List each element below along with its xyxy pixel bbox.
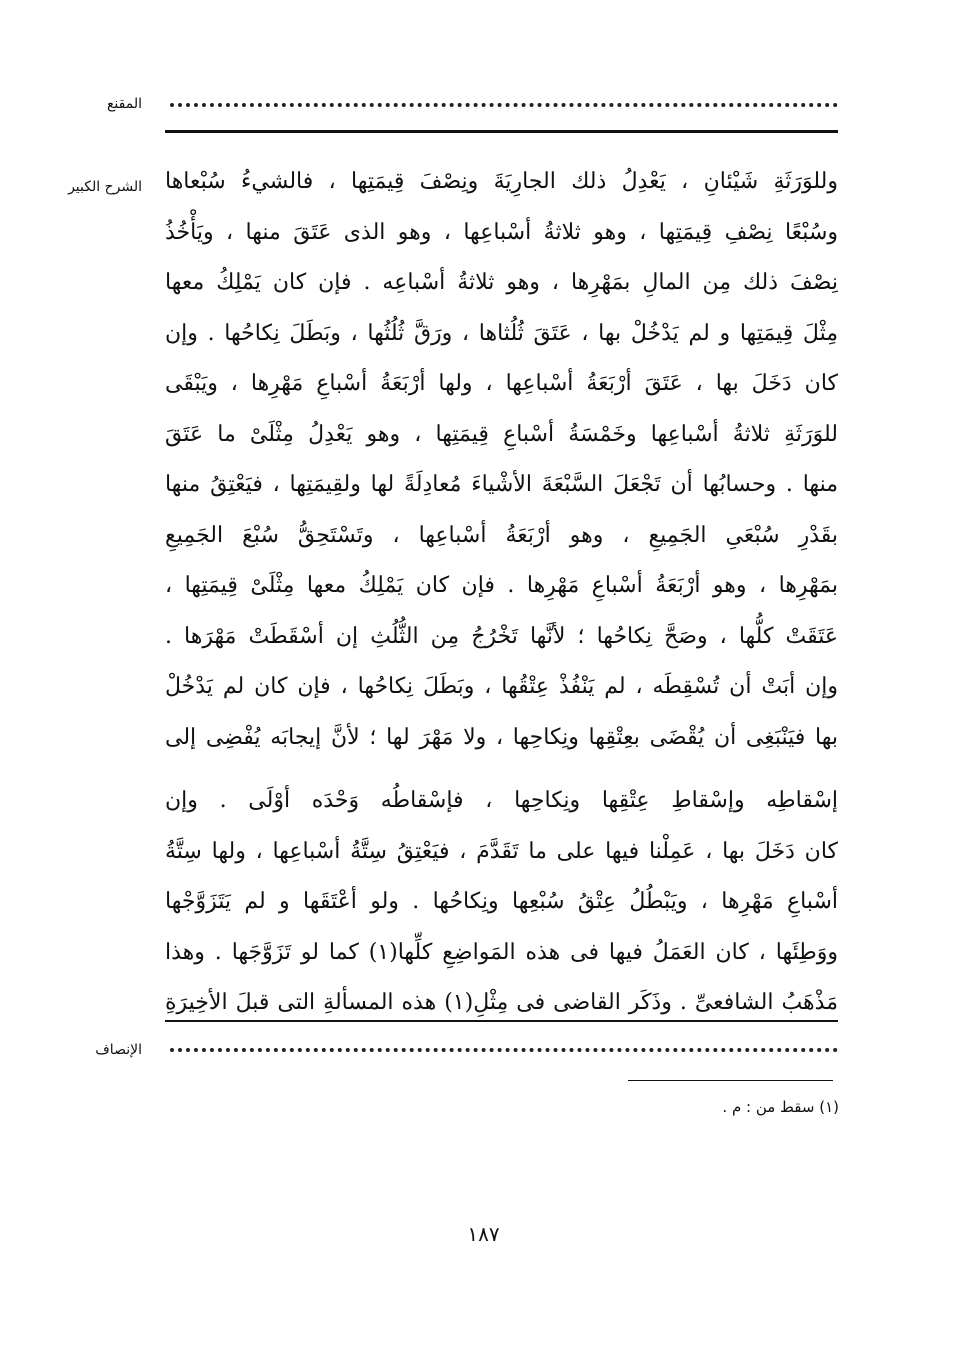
text-line: نِصْفَ ذلك مِن المالِ بمَهْرِها ، وهو ثلاثةُ أسْباعِه . فإن كان يَمْلِكُ معها xyxy=(165,270,838,295)
text-line: ووَطِئَها ، كان العَمَلُ فيها فى هذه المَواضِعِ كلِّها(١) كما لو تَزَوَّجَها . وهذا xyxy=(165,939,838,965)
text-line: وسُبْعًا نِصْفِ قِيمَتِها ، وهو ثلاثةُ أسْباعِها ، وهو الذى عَتَقَ منها ، ويَأْخُذُ xyxy=(165,219,838,245)
text-line: بقَدْرِ سُبْعَىِ الجَمِيعِ ، وهو أرْبَعَةُ أسْباعِها ، وتَسْتَحِقُّ سُبْعَ الجَمِيعِ xyxy=(165,522,838,548)
text-line: كان دَخَلَ بها ، عَمِلْنا فيها على ما تَقَدَّمَ ، فيَعْتِقُ سِتَّةُ أسْباعِها ، ولها سِتَّةُ xyxy=(165,838,838,864)
text-line: كان دَخَلَ بها ، عَتَقَ أرْبَعَةُ أسْباعِها ، ولها أرْبَعَةُ أسْباعِ مَهْرِها ، ويَبْقَى xyxy=(165,371,838,396)
footnote-rule xyxy=(628,1080,833,1081)
commentary-label: الشرح الكبير xyxy=(68,179,142,195)
text-line: للوَرَثَةِ ثلاثةُ أسْباعِها وخَمْسَةُ أسْباعِ قِيمَتِها ، وهو يَعْدِلُ مِثْلَىْ ما عَتَقَ xyxy=(165,421,838,447)
text-line: عَتَقَتْ كلُّها ، وصَحَّ نِكاحُها ؛ لأنَّها تَخْرُجُ مِن الثُّلُثِ إن أسْقَطَتْ مَهْرَها . xyxy=(165,623,838,649)
text-line: وللوَرَثَةِ شَيْئانِ ، يَعْدِلُ ذلك الجارِيَةَ ونِصْفَ قِيمَتِها ، فالشيءُ سُبْعاها xyxy=(165,169,838,194)
commentary-text xyxy=(165,157,838,1029)
text-line: بها فيَنْبَغِى أن يُقْضَى بعِتْقِها ونِكاحِها ، ولا مَهْرَ لها ؛ لأنَّ إيجابَه يُفْضِى إلى xyxy=(165,724,838,750)
text-line: مِثْلَ قِيمَتِها و لم يَدْخُلْ بها ، عَتَقَ ثُلُثاها ، ورَقَّ ثُلُثُها ، وبَطَلَ نِكاحُها . وإن xyxy=(165,320,838,346)
book-title: المقنع xyxy=(106,96,142,112)
text-line: منها . وحسابُها أن تَجْعَلَ السَّبْعَةَ الأشْياءَ مُعادِلَةً لها ولقِيمَتِها ، فيَعْتِقُ منها xyxy=(165,472,838,497)
footer-dotted-line xyxy=(170,1048,838,1052)
bottom-rule xyxy=(165,1020,838,1022)
header-dotted-line xyxy=(170,103,838,107)
page-number: ١٨٧ xyxy=(467,1222,500,1246)
text-line: مَذْهَبُ الشافعىِّ . وذَكَر القاضى فى مِثْلِ(١) هذه المسألةِ التى قبلَ الأخِيرَةِ xyxy=(165,990,838,1015)
header-rule xyxy=(165,130,838,133)
footer-label: الإنصاف xyxy=(95,1042,142,1058)
text-line: إسْقاطِه وإسْقاطِ عِتْقِها ونِكاحِها ، فإسْقاطُه وَحْدَه أوْلَى . وإن xyxy=(165,788,838,813)
text-line: وإن أبَتْ أن تُسْقِطَه ، لم يَنْفُذْ عِتْقُها ، وبَطَلَ نِكاحُها ، فإن كان لم يَدْخُلْ xyxy=(165,674,838,699)
text-line: أسْباعِ مَهْرِها ، ويَبْطُلُ عِتْقُ سُبْعِها ونِكاحُها . ولو أعْتَقَها و لم يَتَزَوَّجْها xyxy=(165,889,838,914)
footnote: (١) سقط من : م . xyxy=(722,1098,839,1116)
text-line: بمَهْرِها ، وهو أرْبَعَةُ أسْباعِ مَهْرِها . فإن كان يَمْلِكُ معها مِثْلَىْ قِيمَتِها ، xyxy=(165,573,838,598)
